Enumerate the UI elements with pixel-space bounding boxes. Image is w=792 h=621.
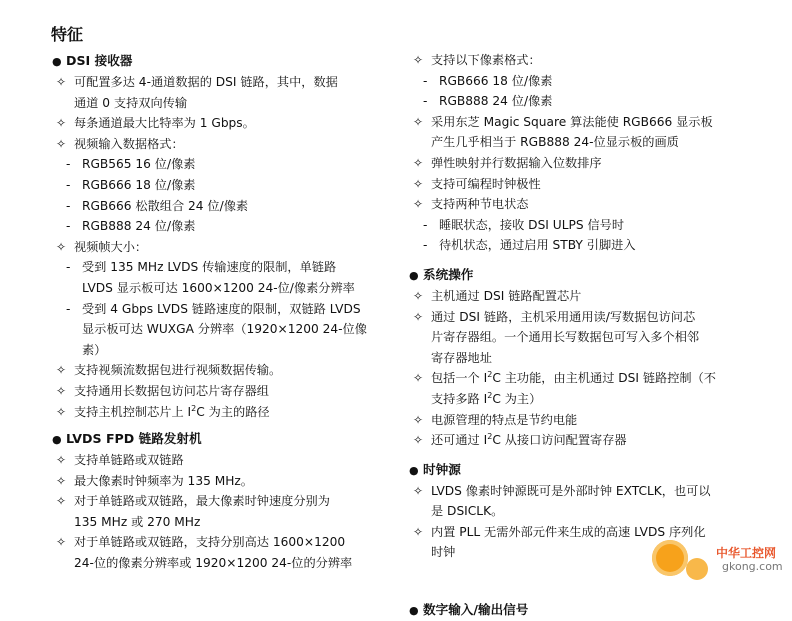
superscript: 2 [487, 370, 493, 380]
logo-name: 中华工控网 [716, 546, 777, 560]
sub-item-text: 待机状态，通过启用 STBY 引脚进入 [439, 238, 636, 253]
dash-icon: - [66, 157, 71, 172]
diamond-icon: ✧ [413, 412, 424, 427]
list-item [409, 112, 749, 133]
item-text: 通过 DSI 链路，主机采用通用读/写数据包访问芯 [431, 309, 696, 324]
sub-item [52, 196, 388, 217]
item-text: 支持多路 I [431, 391, 488, 406]
sub-item-text: RGB888 24 位/像素 [439, 94, 553, 109]
item-text: 还可通过 I [431, 433, 488, 448]
diamond-icon: ✧ [56, 383, 67, 398]
list-item [409, 174, 749, 195]
section-title: 系统操作 [423, 266, 474, 282]
sub-item-text: 睡眠状态，接收 DSI ULPS 信号时 [439, 217, 625, 232]
section-title: LVDS FPD 链路发射机 [66, 431, 202, 447]
sub-item [52, 154, 388, 175]
list-item [52, 134, 388, 155]
item-text: 对于单链路或双链路，支持分别高达 1600×1200 [74, 535, 346, 550]
sub-item-text: 受到 135 MHz LVDS 传输速度的限制，单链路 [82, 260, 337, 275]
sub-item [52, 299, 388, 320]
diamond-icon: ✧ [56, 404, 67, 419]
diamond-icon: ✧ [56, 116, 67, 131]
section-title: 时钟源 [423, 461, 461, 477]
item-text: C 主功能，由主机通过 DSI 链路控制（不 [492, 371, 716, 386]
dash-icon: - [423, 217, 428, 232]
diamond-icon: ✧ [413, 524, 424, 539]
item-text: 可配置多达 4-通道数据的 DSI 链路，其中，数据 [74, 75, 338, 89]
list-item [52, 450, 388, 471]
item-text: C 为主） [492, 391, 542, 406]
diamond-icon: ✧ [413, 176, 424, 191]
left-column [52, 50, 388, 574]
section-system-operation [409, 264, 749, 286]
diamond-icon: ✧ [413, 197, 424, 212]
list-item [409, 430, 749, 451]
diamond-icon: ✧ [413, 53, 424, 67]
item-text: C 为主的路径 [196, 404, 270, 419]
diamond-icon: ✧ [56, 75, 67, 89]
list-item [52, 381, 388, 402]
item-text: 支持视频流数据包进行视频数据传输。 [74, 363, 282, 378]
diamond-icon: ✧ [413, 288, 424, 303]
diamond-icon: ✧ [56, 136, 67, 151]
item-text: 支持两种节电状态 [431, 197, 529, 212]
item-text: 支持单链路或双链路 [74, 453, 184, 468]
list-item [52, 360, 388, 381]
superscript: 2 [487, 432, 493, 442]
diamond-icon: ✧ [413, 309, 424, 324]
item-continuation [409, 389, 749, 410]
item-continuation: 24-位的像素分辨率或 1920×1200 24-位的分辨率 [74, 556, 353, 571]
sub-item-text: 受到 4 Gbps LVDS 链路速度的限制，双链路 LVDS [82, 301, 361, 316]
watermark-logo [652, 536, 788, 586]
item-text: 采用东芝 Magic Square 算法能使 RGB666 显示板 [431, 114, 713, 129]
list-item [409, 153, 749, 174]
list-item [409, 368, 749, 389]
item-text: 最大像素时钟频率为 135 MHz。 [74, 473, 253, 488]
sub-item-text: RGB666 松散组合 24 位/像素 [82, 198, 249, 213]
sub-item-continuation: 显示板可达 WUXGA 分辨率（1920×1200 24-位像 [82, 322, 367, 337]
item-text: 包括一个 I [431, 371, 488, 386]
sub-item-continuation: LVDS 显示板可达 1600×1200 24-位/像素分辨率 [82, 280, 355, 295]
list-item [409, 410, 749, 431]
bullet-icon: ● [409, 604, 419, 618]
list-item [52, 72, 388, 93]
sub-item [52, 175, 388, 196]
dash-icon: - [66, 219, 71, 234]
sub-item-continuation: 素） [82, 342, 107, 357]
section-clock-source [409, 459, 749, 481]
item-text: 视频输入数据格式： [74, 136, 184, 151]
item-text: 对于单链路或双链路，最大像素时钟速度分别为 [74, 494, 330, 509]
bullet-icon: ● [52, 433, 62, 447]
list-item [52, 471, 388, 492]
diamond-icon: ✧ [56, 535, 67, 550]
list-item [52, 491, 388, 512]
bullet-icon: ● [52, 55, 62, 68]
page-title: 特征 [51, 25, 84, 44]
sub-item [409, 91, 749, 112]
sub-item [52, 216, 388, 237]
item-continuation: 产生几乎相当于 RGB888 24-位显示板的画质 [431, 135, 679, 150]
item-text: 内置 PLL 无需外部元件来生成的高速 LVDS 序列化 [431, 524, 706, 539]
list-item [409, 194, 749, 215]
superscript: 2 [191, 403, 197, 413]
item-continuation: 片寄存器组。一个通用长写数据包可写入多个相邻 [431, 330, 700, 345]
item-continuation: 通道 0 支持双向传输 [74, 95, 188, 110]
diamond-icon: ✧ [56, 363, 67, 378]
item-continuation: 寄存器地址 [431, 350, 492, 365]
dash-icon: - [423, 73, 428, 88]
logo-domain: gkong.com [722, 560, 783, 573]
sub-item-text: RGB666 18 位/像素 [82, 177, 196, 192]
item-continuation: 是 DSICLK。 [431, 504, 504, 519]
section-lvds-transmitter [52, 428, 388, 450]
diamond-icon: ✧ [413, 155, 424, 170]
diamond-icon: ✧ [56, 473, 67, 488]
dash-icon: - [423, 238, 428, 253]
item-text: 支持以下像素格式： [431, 53, 541, 67]
diamond-icon: ✧ [56, 494, 67, 509]
item-text: 视频帧大小： [74, 239, 148, 254]
superscript: 2 [487, 390, 493, 400]
sub-item-text: RGB565 16 位/像素 [82, 157, 196, 172]
bullet-icon: ● [409, 268, 419, 282]
item-text: 支持主机控制芯片上 I [74, 404, 192, 419]
item-continuation: 时钟 [431, 545, 456, 560]
sub-item [409, 71, 749, 92]
list-item [52, 402, 388, 423]
sub-item-text: RGB888 24 位/像素 [82, 219, 196, 234]
item-text: 支持可编程时钟极性 [431, 176, 541, 191]
gear-icon [686, 558, 708, 580]
list-item [409, 286, 749, 307]
bullet-icon: ● [409, 463, 419, 477]
gear-icon [652, 540, 688, 576]
section-dsi-receiver [52, 50, 388, 72]
diamond-icon: ✧ [413, 433, 424, 448]
list-item [409, 481, 749, 502]
item-text: 主机通过 DSI 链路配置芯片 [431, 288, 582, 303]
item-text: 弹性映射并行数据输入位数排序 [431, 155, 602, 170]
list-item [52, 237, 388, 258]
item-text: LVDS 像素时钟源既可是外部时钟 EXTCLK，也可以 [431, 483, 711, 498]
diamond-icon: ✧ [56, 239, 67, 254]
diamond-icon: ✧ [413, 483, 424, 498]
section-digital-io [409, 599, 749, 621]
sub-item [409, 215, 749, 236]
section-title: 数字输入/输出信号 [423, 602, 529, 618]
section-title: DSI 接收器 [66, 53, 133, 68]
diamond-icon: ✧ [56, 453, 67, 468]
diamond-icon: ✧ [413, 371, 424, 386]
dash-icon: - [66, 260, 71, 275]
dash-icon: - [66, 198, 71, 213]
list-item [409, 307, 749, 328]
diamond-icon: ✧ [413, 114, 424, 129]
list-item [52, 532, 388, 553]
dash-icon: - [423, 94, 428, 109]
item-text: C 从接口访问配置寄存器 [492, 433, 627, 448]
sub-item-text: RGB666 18 位/像素 [439, 73, 553, 88]
sub-item [52, 257, 388, 278]
list-item [52, 113, 388, 134]
item-text: 电源管理的特点是节约电能 [431, 412, 578, 427]
item-text: 支持通用长数据包访问芯片寄存器组 [74, 383, 269, 398]
list-item [409, 50, 749, 71]
dash-icon: - [66, 177, 71, 192]
item-continuation: 135 MHz 或 270 MHz [74, 514, 201, 529]
dash-icon: - [66, 301, 71, 316]
item-text: 每条通道最大比特率为 1 Gbps。 [74, 116, 255, 131]
sub-item [409, 235, 749, 256]
